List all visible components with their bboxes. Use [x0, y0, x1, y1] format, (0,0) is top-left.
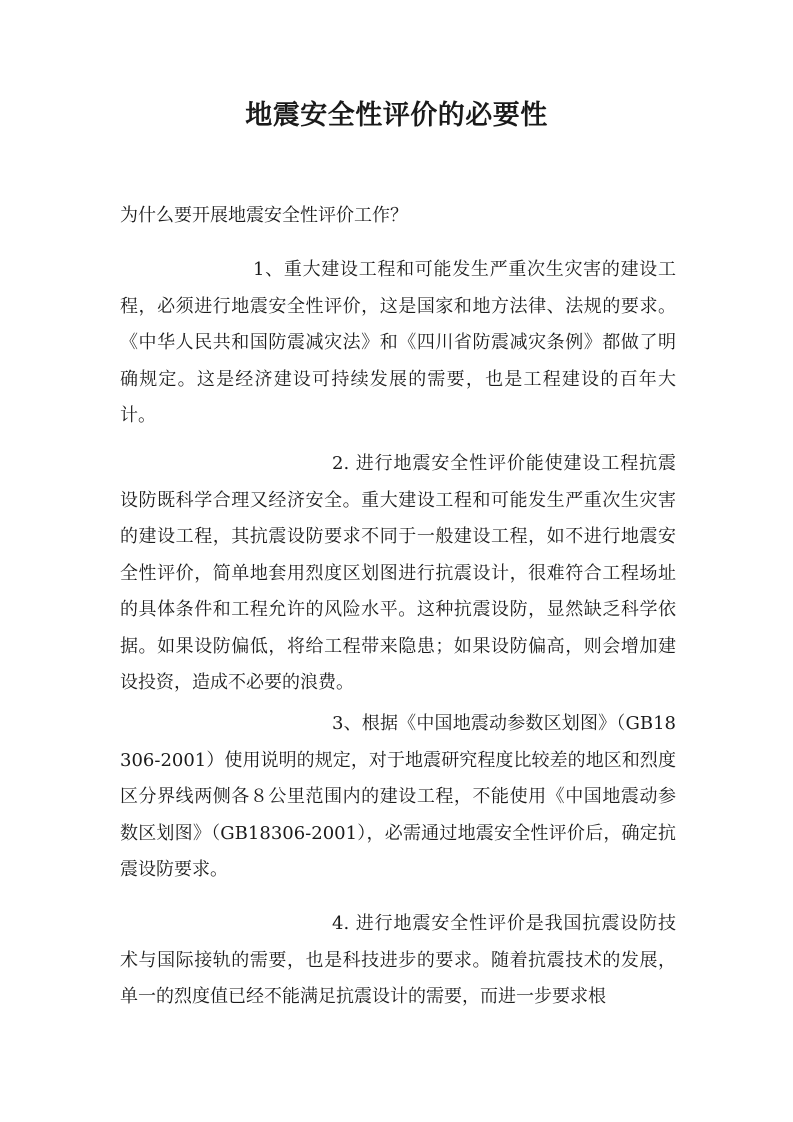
paragraph-4: 4. 进行地震安全性评价是我国抗震设防技术与国际接轨的需要，也是科技进步的要求。随着抗震技术的发展，单一的烈度值已经不能满足抗震设计的需要，而进一步要求根 [120, 913, 676, 1007]
paragraph-3: 3、根据《中国地震动参数区划图》（GB18306-2001）使用说明的规定，对于地震研究程度比较差的地区和烈度区分界线两侧各８公里范围内的建设工程，不能使用《中国地震动参数区划图》（GB18306-2001），必需通过地震安全性评价后，确定抗震设防要求。 [120, 713, 676, 880]
paragraph-1: 1、重大建设工程和可能发生严重次生灾害的建设工程，必须进行地震安全性评价，这是国家和地方法律、法规的要求。《中华人民共和国防震减灾法》和《四川省防震减灾条例》都做了明确规定。这是经济建设可持续发展的需要，也是工程建设的百年大计。 [120, 259, 676, 426]
paragraph-2: 2. 进行地震安全性评价能使建设工程抗震设防既科学合理又经济安全。重大建设工程和可能发生严重次生灾害的建设工程，其抗震设防要求不同于一般建设工程，如不进行地震安全性评价，简单地套用烈度区划图进行抗震设计，很难符合工程场址的具体条件和工程允许的风险水平。这种抗震设防，显然缺乏科学依据。如果设防偏低，将给工程带来隐患；如果设防偏高，则会增加建设投资，造成不必要的浪费。 [120, 453, 676, 693]
question-heading: 为什么要开展地震安全性评价工作？ [120, 205, 408, 226]
document-title: 地震安全性评价的必要性 [245, 100, 548, 131]
